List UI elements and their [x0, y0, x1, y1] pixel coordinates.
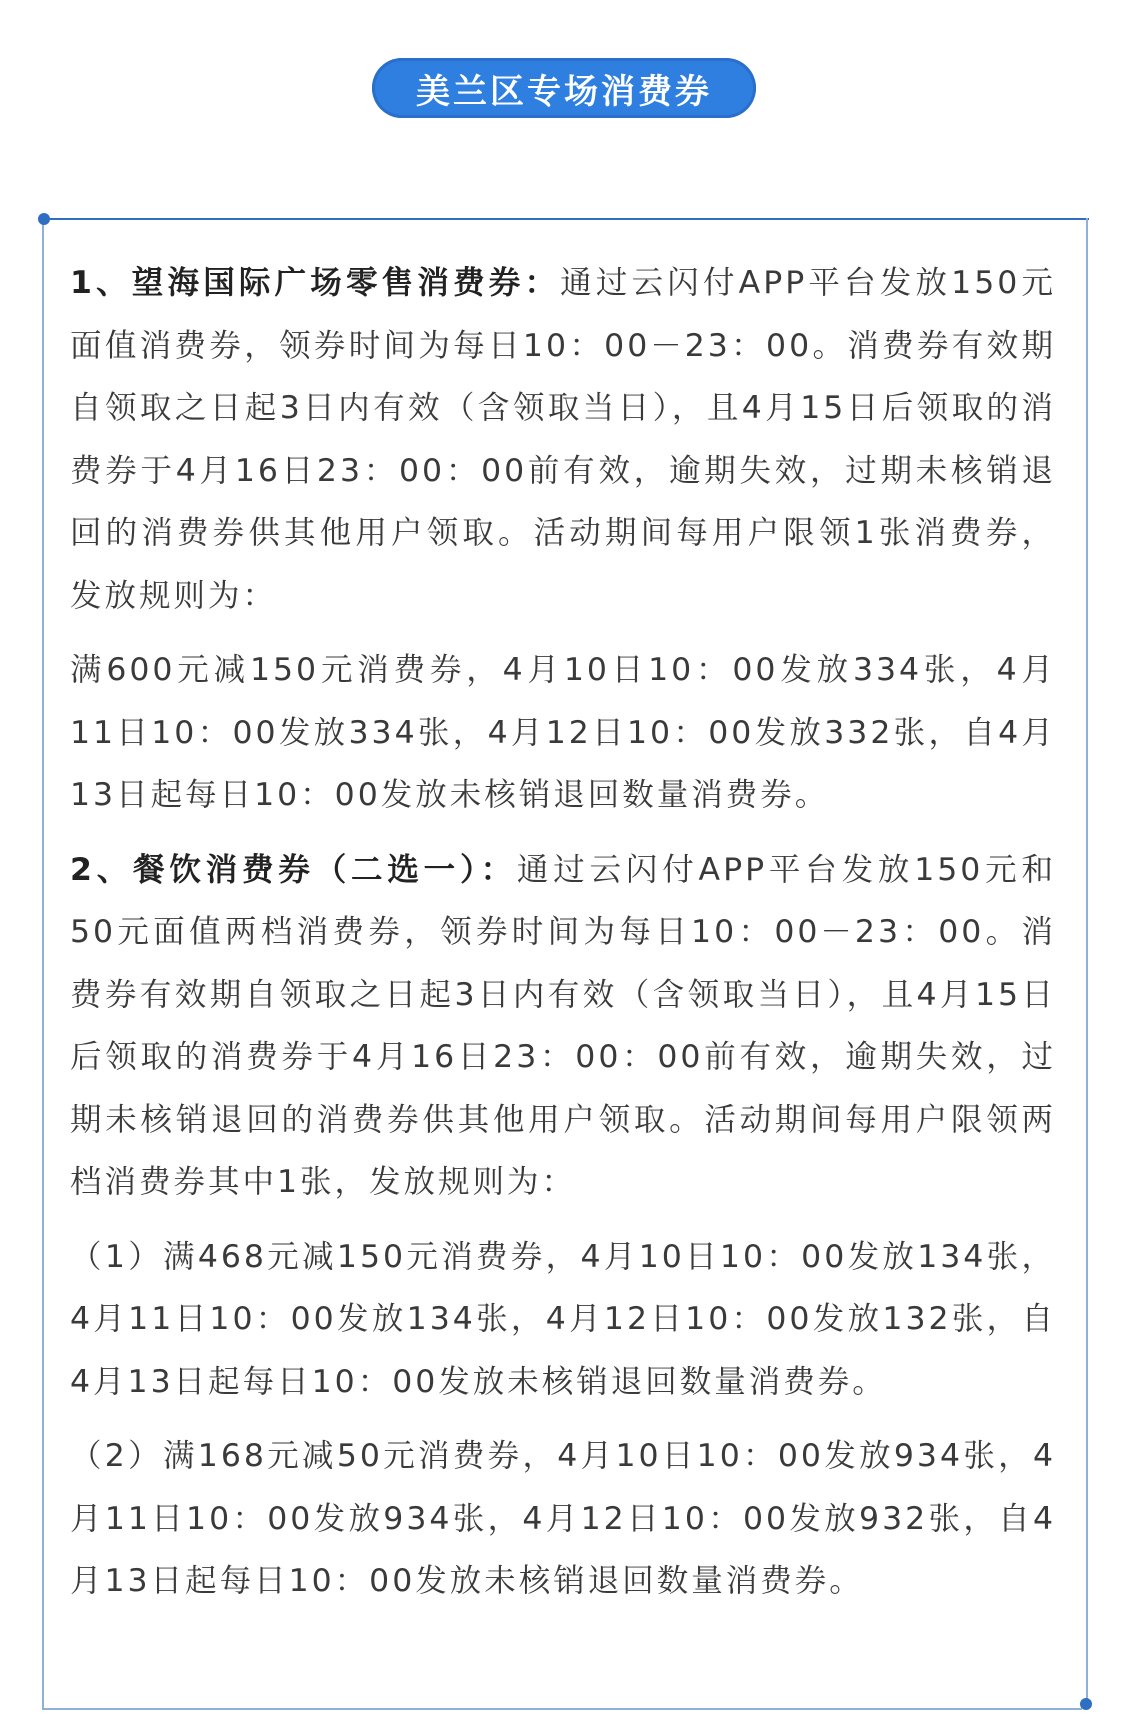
frame-right-border: [1086, 218, 1088, 1704]
page-title: 美兰区专场消费券: [416, 71, 712, 112]
section1-paragraph: [70, 252, 1056, 627]
section1-rule: 满600元减150元消费券，4月10日10：00发放334张，4月11日10：00发放334张，4月12日10：00发放332张，自4月13日起每日10：00发放未核销退回数量消费券。: [70, 652, 1056, 813]
frame-corner-dot-bottom-right: [1080, 1698, 1092, 1710]
section2-rule-2: （2）满168元减50元消费券，4月10日10：00发放934张，4月11日10：00发放934张，4月12日10：00发放932张，自4月13日起每日10：00发放未核销退回数量消费券。: [70, 1438, 1056, 1599]
section2-paragraph: [70, 839, 1056, 1214]
section2-body: 通过云闪付APP平台发放150元和50元面值两档消费券，领券时间为每日10：00－23：00。消费券有效期自领取之日起3日内有效（含领取当日），且4月15日后领取的消费券于4月16日23：00：00前有效，逾期失效，过期未核销退回的消费券供其他用户领取。活动期间每用户限领两档消费券其中1张，发放规则为：: [70, 851, 1057, 1200]
frame-left-border: [42, 218, 44, 1710]
section1-heading: 1、望海国际广场零售消费券：: [70, 265, 561, 301]
notice-body: [70, 252, 1056, 1625]
title-banner: [372, 58, 756, 118]
section2-heading: 2、餐饮消费券（二选一）：: [70, 851, 517, 888]
section1-body: 通过云闪付APP平台发放150元面值消费券，领券时间为每日10：00－23：00。消费券有效期自领取之日起3日内有效（含领取当日），且4月15日后领取的消费券于4月16日23：00：00前有效，逾期失效，过期未核销退回的消费券供其他用户领取。活动期间每用户限领1张消费券，发放规则为：: [70, 265, 1056, 614]
frame-top-border: [44, 218, 1089, 220]
frame-bottom-border: [42, 1708, 1082, 1710]
frame-corner-dot-top-left: [38, 213, 50, 225]
section2-rule-1: （1）满468元减150元消费券，4月10日10：00发放134张，4月11日10：00发放134张，4月12日10：00发放132张，自4月13日起每日10：00发放未核销退回数量消费券。: [70, 1238, 1056, 1400]
